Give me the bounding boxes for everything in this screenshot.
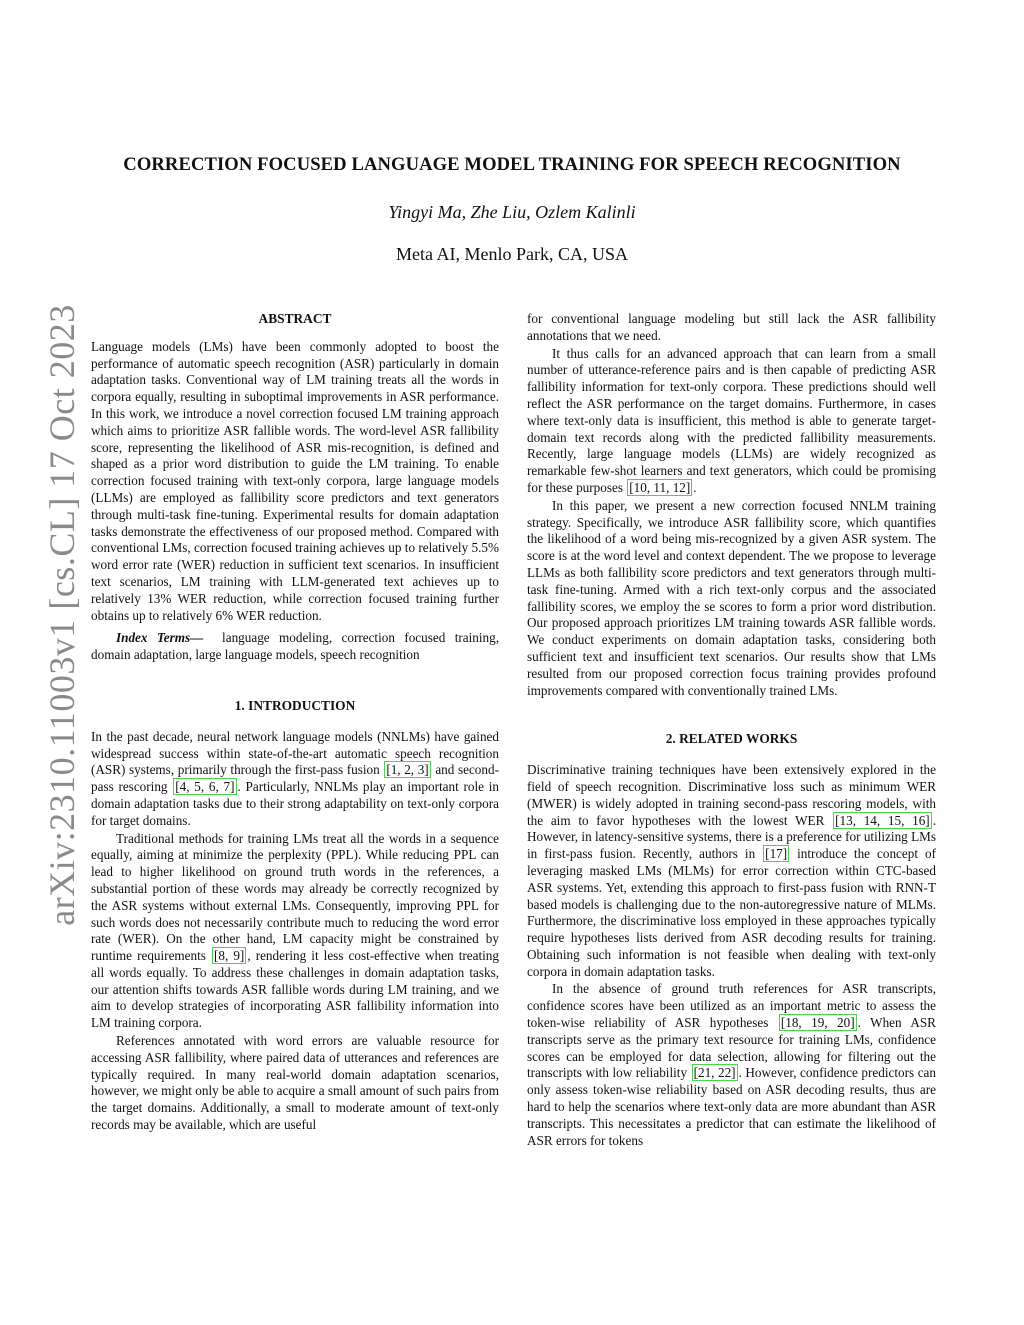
intro-paragraph-5: In this paper, we present a new correction focused NNLM training strategy. Specifically, we introduce ASR fallibility score, which quantifies the likelihood of a word being mis-recognized by a given ASR system. The score is at the word level and context dependent. The we propose to leverage LLMs as both fallibility score predictors and text generators through multi-task fine-tuning. Armed with a rich text-only corpus and the associated fallibility scores, we employ the se scores to form a prior word distribution. Our proposed approach prioritizes LM training towards ASR fallible words. We conduct experiments on domain adaptation tasks, considering both sufficient text and insufficient text scenarios. Our results show that LMs resulted from our proposed correction focus training provides profound improvements compared with conventionally trained LMs. — [527, 497, 936, 698]
section-heading-related-works: 2. RELATED WORKS — [665, 731, 798, 747]
text-run: . However, confidence predictors can only assess token-wise reliability based on ASR decoding results, thus are hard to help the scenarios where text-only data are more abundant than ASR transcripts. This necessitates a predictor that can estimate the likelihood of ASR errors for tokens — [527, 1065, 936, 1148]
intro-paragraph-3: References annotated with word errors are valuable resource for accessing ASR fallibility, where paired data of utterances and references are typically required. In many real-world domain adaptation scenarios, however, we might only be able to acquire a small amount of such pairs from the target domains. Additionally, a small to moderate amount of text-only records may be available, which are useful — [91, 1033, 499, 1133]
section-heading-introduction: 1. INTRODUCTION — [234, 697, 356, 713]
citation-link[interactable]: [18, 19, 20] — [780, 1015, 855, 1031]
arxiv-identifier: arXiv:2310.11003v1 [cs.CL] 17 Oct 2023 — [42, 304, 82, 926]
index-terms-label: Index Terms— — [116, 630, 204, 646]
related-paragraph-1 — [527, 762, 936, 980]
intro-paragraph-2 — [91, 831, 499, 1033]
related-paragraph-2 — [527, 981, 936, 1149]
citation-link[interactable]: [8, 9] — [213, 948, 245, 964]
paper-title: CORRECTION FOCUSED LANGUAGE MODEL TRAINING FOR SPEECH RECOGNITION — [123, 154, 901, 175]
text-run: . When ASR transcripts serve as the primary text resource for training LMs, confidence scores can be employed for data selection, allowing for filtering out the transcripts with low reliability — [527, 1015, 936, 1081]
text-run: Traditional methods for training LMs treat all the words in a sequence equally, aiming at minimize the perplexity (PPL). While reducing PPL can lead to higher likelihood on ground truth words in the references, a substantial portion of these words may already be correctly recognized by the ASR systems without external LMs. Consequently, improving PPL for such words does not necessarily contribute much to reducing the word error rate (WER). On the other hand, LM capacity might be constrained by runtime requirements — [91, 830, 499, 964]
citation-link[interactable]: [21, 22] — [693, 1065, 736, 1081]
intro-paragraph-1 — [91, 729, 499, 830]
affiliation: Meta AI, Menlo Park, CA, USA — [396, 244, 628, 264]
left-column — [91, 311, 499, 1134]
abstract-heading: ABSTRACT — [258, 311, 332, 326]
index-terms-list: language modeling, correction focused training, domain adaptation, large language models, speech recognition — [91, 630, 500, 663]
intro-paragraph-3-continued: for conventional language modeling but still lack the ASR fallibility annotations that we need. — [527, 311, 936, 343]
text-run: In the past decade, neural network language models (NNLMs) have gained widespread success within state-of-the-art automatic speech recognition (ASR) systems, primarily through the first-pass fusion — [91, 728, 499, 778]
text-run: Discriminative training techniques have been extensively explored in the field of speech recognition. Discriminative loss such as minimum WER (MWER) is widely adopted in training second-pass rescoring models, with the aim to favor hypotheses with the lowest WER — [527, 762, 936, 828]
text-run: . However, in latency-sensitive systems, there is a preference for utilizing LMs in first-pass fusion. Recently, authors in — [527, 812, 936, 862]
text-run: and second-pass rescoring — [91, 762, 499, 795]
citation-link[interactable]: [4, 5, 6, 7] — [175, 779, 235, 795]
abstract-text: Language models (LMs) have been commonly adopted to boost the performance of automatic speech recognition (ASR) particularly in domain adaptation tasks. Conventional way of LM training treats all the words in corpora equally, resulting in suboptimal improvements in ASR performance. In this work, we introduce a novel correction focused LM training approach which aims to prioritize ASR fallible words. The word-level ASR fallibility score, representing the likelihood of ASR mis-recognition, is defined and shaped as a prior word distribution to guide the LM training. To enable correction focused training with text-only corpora, large language models (LLMs) are employed as fallibility score predictors and text generators through multi-task fine-tuning. Experimental results for domain adaptation tasks demonstrate the effectiveness of our proposed method. Compared with conventional LMs, correction focused training achieves up to relatively 5.5% word error rate (WER) reduction in sufficient text scenarios. In insufficient text scenarios, LM training with LLM-generated text achieves up to relatively 13% WER reduction, while correction focused training further obtains up to relatively 6% WER reduction. — [91, 338, 499, 623]
citation-link[interactable]: [17] — [765, 846, 788, 862]
citation-link[interactable]: [13, 14, 15, 16] — [835, 812, 930, 828]
text-run: , rendering it less cost-effective when treating all words equally. To address these challenges in domain adaptation tasks, our attention shifts towards ASR fallible words during LM training, and we aim to develop strategies of incorporating ASR fallibility information into LM training corpora. — [91, 948, 499, 1031]
intro-paragraph-4 — [527, 346, 936, 497]
text-run: introduce the concept of leveraging masked LMs (MLMs) for error correction within CTC-based ASR systems. Yet, extending this approach to first-pass fusion with RNN-T based models is challenging due to the non-autoregressive nature of MLMs. Furthermore, the discriminative loss employed in these approaches typically require hypotheses lists derived from ASR decoding results for training. Obtaining such information is not feasible when dealing with text-only corpora in domain adaptation tasks. — [527, 846, 936, 979]
citation-link[interactable]: [1, 2, 3] — [386, 762, 429, 778]
citation-link[interactable]: [10, 11, 12] — [629, 479, 691, 495]
right-column — [527, 311, 936, 1149]
text-run: It thus calls for an advanced approach that can learn from a small number of utterance-reference pairs and is then capable of predicting ASR fallibility information for text-only corpora. These predictions should well reflect the ASR performance on the target domains. Furthermore, in cases where text-only data is insufficient, this method is able to generate target-domain text records along with the predicted fallibility measurements. Recently, large language models (LLMs) are widely recognized as remarkable few-shot learners and text generators, which could be promising for these purposes — [527, 345, 936, 495]
text-run: . Particularly, NNLMs play an important role in domain adaptation tasks due to their strong adaptability on text-only corpora for target domains. — [91, 779, 500, 828]
index-terms — [91, 630, 499, 664]
text-run: . — [693, 479, 697, 495]
author-list: Yingyi Ma, Zhe Liu, Ozlem Kalinli — [388, 202, 636, 222]
text-run: In the absence of ground truth references for ASR transcripts, confidence scores have been utilized as an important metric to assess the token-wise reliability of ASR hypotheses — [527, 981, 936, 1031]
